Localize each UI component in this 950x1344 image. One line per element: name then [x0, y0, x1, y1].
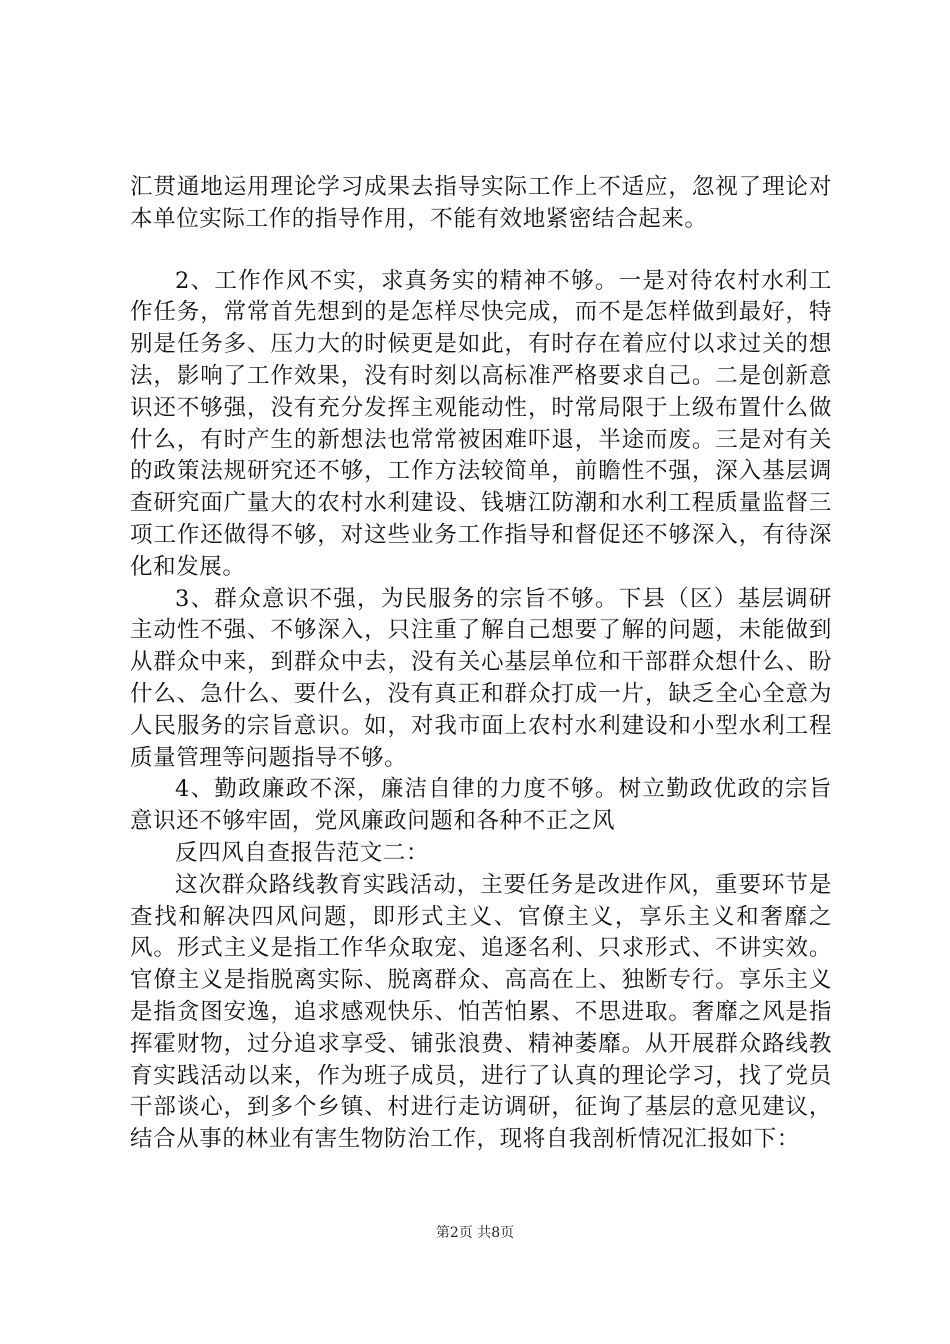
paragraph-work-style: 2、工作作风不实，求真务实的精神不够。一是对待农村水利工作任务，常常首先想到的是怎样尽快完成，而不是怎样做到最好，特别是任务多、压力大的时候更是如此，有时存在着应付以求过关的想法，影响了工作效果，没有时刻以高标准严格要求自己。二是创新意识还不够强，没有充分发挥主观能动性，时常局限于上级布置什么做什么，有时产生的新想法也常常被困难吓退，半途而废。三是对有关的政策法规研究还不够，工作方法较简单，前瞻性不强，深入基层调查研究面广量大的农村水利建设、钱塘江防潮和水利工程质量监督三项工作还做得不够，对这些业务工作指导和督促还不够深入，有待深化和发展。 — [130, 267, 832, 580]
paragraph-continuation: 汇贯通地运用理论学习成果去指导实际工作上不适应，忽视了理论对本单位实际工作的指导作用，不能有效地紧密结合起来。 — [130, 174, 832, 232]
paragraph-mass-awareness: 3、群众意识不强，为民服务的宗旨不够。下县（区）基层调研主动性不强、不够深入，只注重了解自己想要了解的问题，未能做到从群众中来，到群众中去，没有关心基层单位和干部群众想什么、盼什么、急什么、要什么，没有真正和群众打成一片，缺乏全心全意为人民服务的宗旨意识。如，对我市面上农村水利建设和小型水利工程质量管理等问题指导不够。 — [130, 585, 832, 771]
paragraph-sample-two-intro: 这次群众路线教育实践活动，主要任务是改进作风，重要环节是查找和解决四风问题，即形式主义、官僚主义，享乐主义和奢靡之风。形式主义是指工作华众取宠、追逐名利、只求形式、不讲实效。官僚主义是指脱离实际、脱离群众、高高在上、独断专行。享乐主义是指贪图安逸，追求感观快乐、怕苦怕累、不思进取。奢靡之风是指挥霍财物，过分追求享受、铺张浪费、精神萎靡。从开展群众路线教育实践活动以来，作为班子成员，进行了认真的理论学习，找了党员干部谈心，到多个乡镇、村进行走访调研，征询了基层的意见建议，结合从事的林业有害生物防治工作，现将自我剖析情况汇报如下： — [130, 871, 832, 1153]
section-heading-sample-two: 反四风自查报告范文二： — [175, 839, 430, 866]
paragraph-integrity: 4、勤政廉政不深，廉洁自律的力度不够。树立勤政优政的宗旨意识还不够牢固，党风廉政问题和各种不正之风 — [130, 776, 832, 835]
page-number-label: 第2页 共8页 — [435, 1225, 515, 1241]
page-footer — [0, 1222, 950, 1242]
document-body — [130, 172, 832, 1156]
paragraph-gap — [130, 236, 832, 266]
